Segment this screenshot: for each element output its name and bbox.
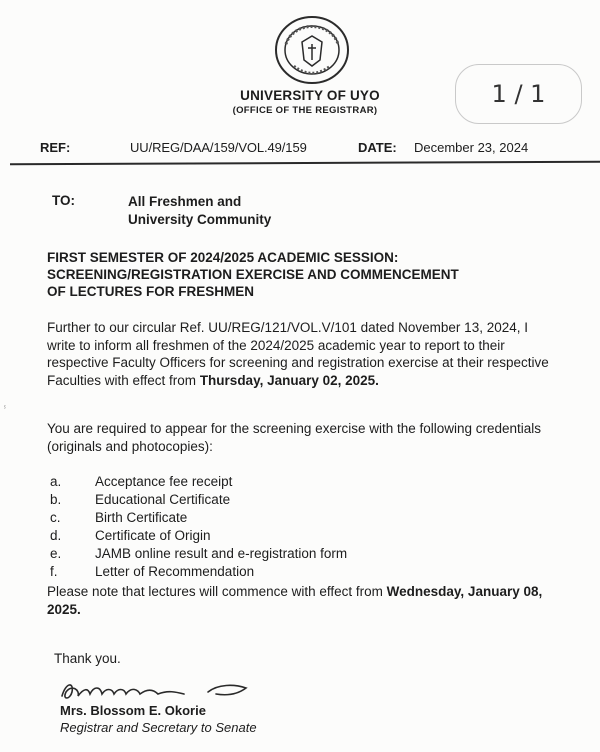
list-item: [50, 564, 410, 582]
list-text: Birth Certificate: [95, 510, 188, 525]
list-letter: c.: [50, 510, 61, 525]
list-letter: a.: [50, 474, 62, 489]
lectures-date: Wednesday, January 08, 2025.: [47, 584, 543, 617]
university-name: UNIVERSITY OF UYO: [240, 88, 380, 103]
office-name: (OFFICE OF THE REGISTRAR): [232, 105, 378, 116]
paragraph-lectures-text: Please note that lectures will commence with effect from: [47, 584, 387, 599]
date-label: DATE:: [358, 140, 397, 155]
subject-heading: [47, 249, 537, 300]
to-label: TO:: [52, 193, 75, 208]
list-item: [50, 492, 410, 510]
signatory-title: Registrar and Secretary to Senate: [60, 720, 257, 735]
university-seal-icon: [272, 14, 352, 86]
page-counter-badge: 1 / 1: [455, 64, 582, 124]
paragraph-report: [47, 319, 555, 389]
addressee: [128, 193, 271, 229]
addressee-line-1: All Freshmen and: [128, 194, 242, 209]
list-letter: f.: [50, 564, 58, 579]
screening-date: Thursday, January 02, 2025.: [199, 372, 379, 388]
signatory-name: Mrs. Blossom E. Okorie: [60, 703, 206, 718]
subject-line-3: OF LECTURES FOR FRESHMEN: [47, 284, 255, 299]
handwritten-signature: [58, 676, 258, 706]
addressee-line-2: University Community: [128, 212, 272, 227]
credentials-list: [50, 474, 410, 582]
list-text: Certificate of Origin: [95, 528, 211, 543]
list-letter: e.: [50, 546, 62, 561]
list-letter: d.: [50, 528, 62, 543]
subject-line-2: SCREENING/REGISTRATION EXERCISE AND COMMENCEMENT: [47, 267, 459, 282]
ref-label: REF:: [40, 140, 71, 155]
list-text: Educational Certificate: [95, 492, 231, 507]
header-divider: [10, 161, 600, 166]
paragraph-lectures: [47, 583, 555, 618]
closing-text: Thank you.: [54, 651, 121, 666]
margin-mark: ⸯ: [2, 407, 8, 418]
date-value: December 23, 2024: [414, 140, 529, 155]
ref-value: UU/REG/DAA/159/VOL.49/159: [130, 140, 307, 155]
paragraph-report-text: Further to our circular Ref. UU/REG/121/VOL.V/101 dated November 13, 2024, I write to inform all freshmen of the 2024/2025 academic year to report to their respective Faculty Officers for screening and registration exercise at their respective Faculties with effect from: [47, 320, 549, 388]
list-text: Acceptance fee receipt: [95, 474, 233, 489]
list-item: [50, 474, 410, 492]
list-item: [50, 546, 410, 564]
list-item: [50, 510, 410, 528]
list-letter: b.: [50, 492, 62, 507]
subject-line-1: FIRST SEMESTER OF 2024/2025 ACADEMIC SESSION:: [47, 250, 399, 265]
list-text: Letter of Recommendation: [95, 564, 255, 579]
list-text: JAMB online result and e-registration form: [95, 546, 348, 561]
list-item: [50, 528, 410, 546]
paragraph-credentials: You are required to appear for the screening exercise with the following credentials (originals and photocopies):: [47, 421, 542, 454]
